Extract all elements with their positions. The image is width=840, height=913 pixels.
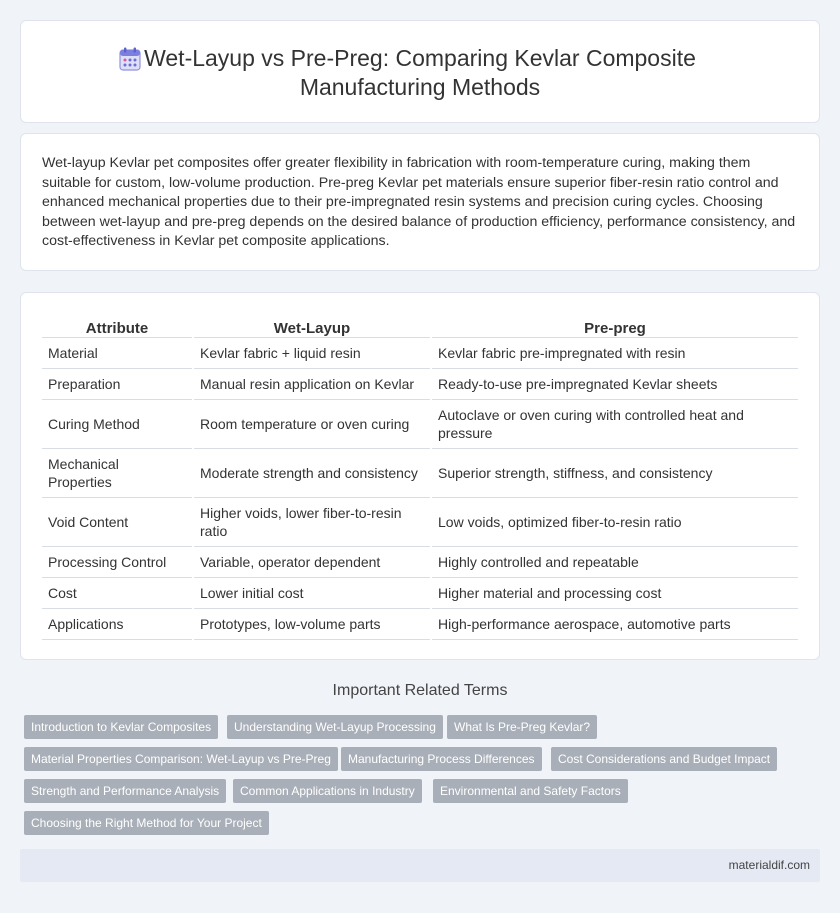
pre-preg-cell: Kevlar fabric pre-impregnated with resin <box>431 337 798 368</box>
header-attribute: Attribute <box>42 315 193 337</box>
page-title: Wet-Layup vs Pre-Preg: Comparing Kevlar Composite Manufacturing Methods <box>144 45 696 100</box>
wet-layup-cell: Room temperature or oven curing <box>193 399 431 448</box>
table-row <box>42 577 798 608</box>
table-row <box>42 337 798 368</box>
pre-preg-cell: Ready-to-use pre-impregnated Kevlar sheets <box>431 368 798 399</box>
wet-layup-cell: Lower initial cost <box>193 577 431 608</box>
attribute-cell: Applications <box>42 608 193 639</box>
wet-layup-cell: Prototypes, low-volume parts <box>193 608 431 639</box>
intro-paragraph: Wet-layup Kevlar pet composites offer greater flexibility in fabrication with room-temperature curing, making them suitable for custom, low-volume production. Pre-preg Kevlar pet materials ensure superior fiber-resin ratio control and enhanced mechanical properties due to their pre-impregnated resin systems and precision curing cycles. Choosing between wet-layup and pre-preg depends on the desired balance of production efficiency, performance consistency, and cost-effectiveness in Kevlar pet composite applications. <box>42 155 796 250</box>
wet-layup-cell: Variable, operator dependent <box>193 546 431 577</box>
table-row <box>42 497 798 546</box>
related-tag[interactable]: What Is Pre-Preg Kevlar? <box>447 715 597 739</box>
related-tag[interactable]: Understanding Wet-Layup Processing <box>227 715 443 739</box>
related-tag[interactable]: Cost Considerations and Budget Impact <box>551 747 777 771</box>
header-pre-preg: Pre-preg <box>431 315 798 337</box>
attribute-cell: Mechanical Properties <box>42 448 193 497</box>
pre-preg-cell: Superior strength, stiffness, and consistency <box>431 448 798 497</box>
attribute-cell: Processing Control <box>42 546 193 577</box>
attribute-cell: Void Content <box>42 497 193 546</box>
pre-preg-cell: High-performance aerospace, automotive parts <box>431 608 798 639</box>
related-tag[interactable]: Manufacturing Process Differences <box>341 747 542 771</box>
related-tag[interactable]: Environmental and Safety Factors <box>433 779 628 803</box>
attribute-cell: Preparation <box>42 368 193 399</box>
intro-card <box>20 133 820 271</box>
related-terms-heading: Important Related Terms <box>332 682 508 699</box>
related-tag[interactable]: Strength and Performance Analysis <box>24 779 226 803</box>
footer <box>20 849 820 882</box>
pre-preg-cell: Autoclave or oven curing with controlled heat and pressure <box>431 399 798 448</box>
footer-site[interactable]: materialdif.com <box>728 858 810 872</box>
related-tag[interactable]: Introduction to Kevlar Composites <box>24 715 218 739</box>
table-row <box>42 546 798 577</box>
comparison-table <box>42 315 798 640</box>
title-card <box>20 20 820 123</box>
table-row <box>42 399 798 448</box>
header-wet-layup: Wet-Layup <box>193 315 431 337</box>
related-tag[interactable]: Choosing the Right Method for Your Project <box>24 811 269 835</box>
comparison-card <box>20 292 820 660</box>
table-row <box>42 608 798 639</box>
pre-preg-cell: Low voids, optimized fiber-to-resin ratio <box>431 497 798 546</box>
wet-layup-cell: Kevlar fabric + liquid resin <box>193 337 431 368</box>
related-tag[interactable]: Material Properties Comparison: Wet-Layup vs Pre-Preg <box>24 747 338 771</box>
table-row <box>42 368 798 399</box>
pre-preg-cell: Highly controlled and repeatable <box>431 546 798 577</box>
attribute-cell: Material <box>42 337 193 368</box>
table-header-row <box>42 315 798 337</box>
attribute-cell: Curing Method <box>42 399 193 448</box>
wet-layup-cell: Manual resin application on Kevlar <box>193 368 431 399</box>
wet-layup-cell: Moderate strength and consistency <box>193 448 431 497</box>
attribute-cell: Cost <box>42 577 193 608</box>
table-row <box>42 448 798 497</box>
pre-preg-cell: Higher material and processing cost <box>431 577 798 608</box>
related-tag[interactable]: Common Applications in Industry <box>233 779 422 803</box>
wet-layup-cell: Higher voids, lower fiber-to-resin ratio <box>193 497 431 546</box>
